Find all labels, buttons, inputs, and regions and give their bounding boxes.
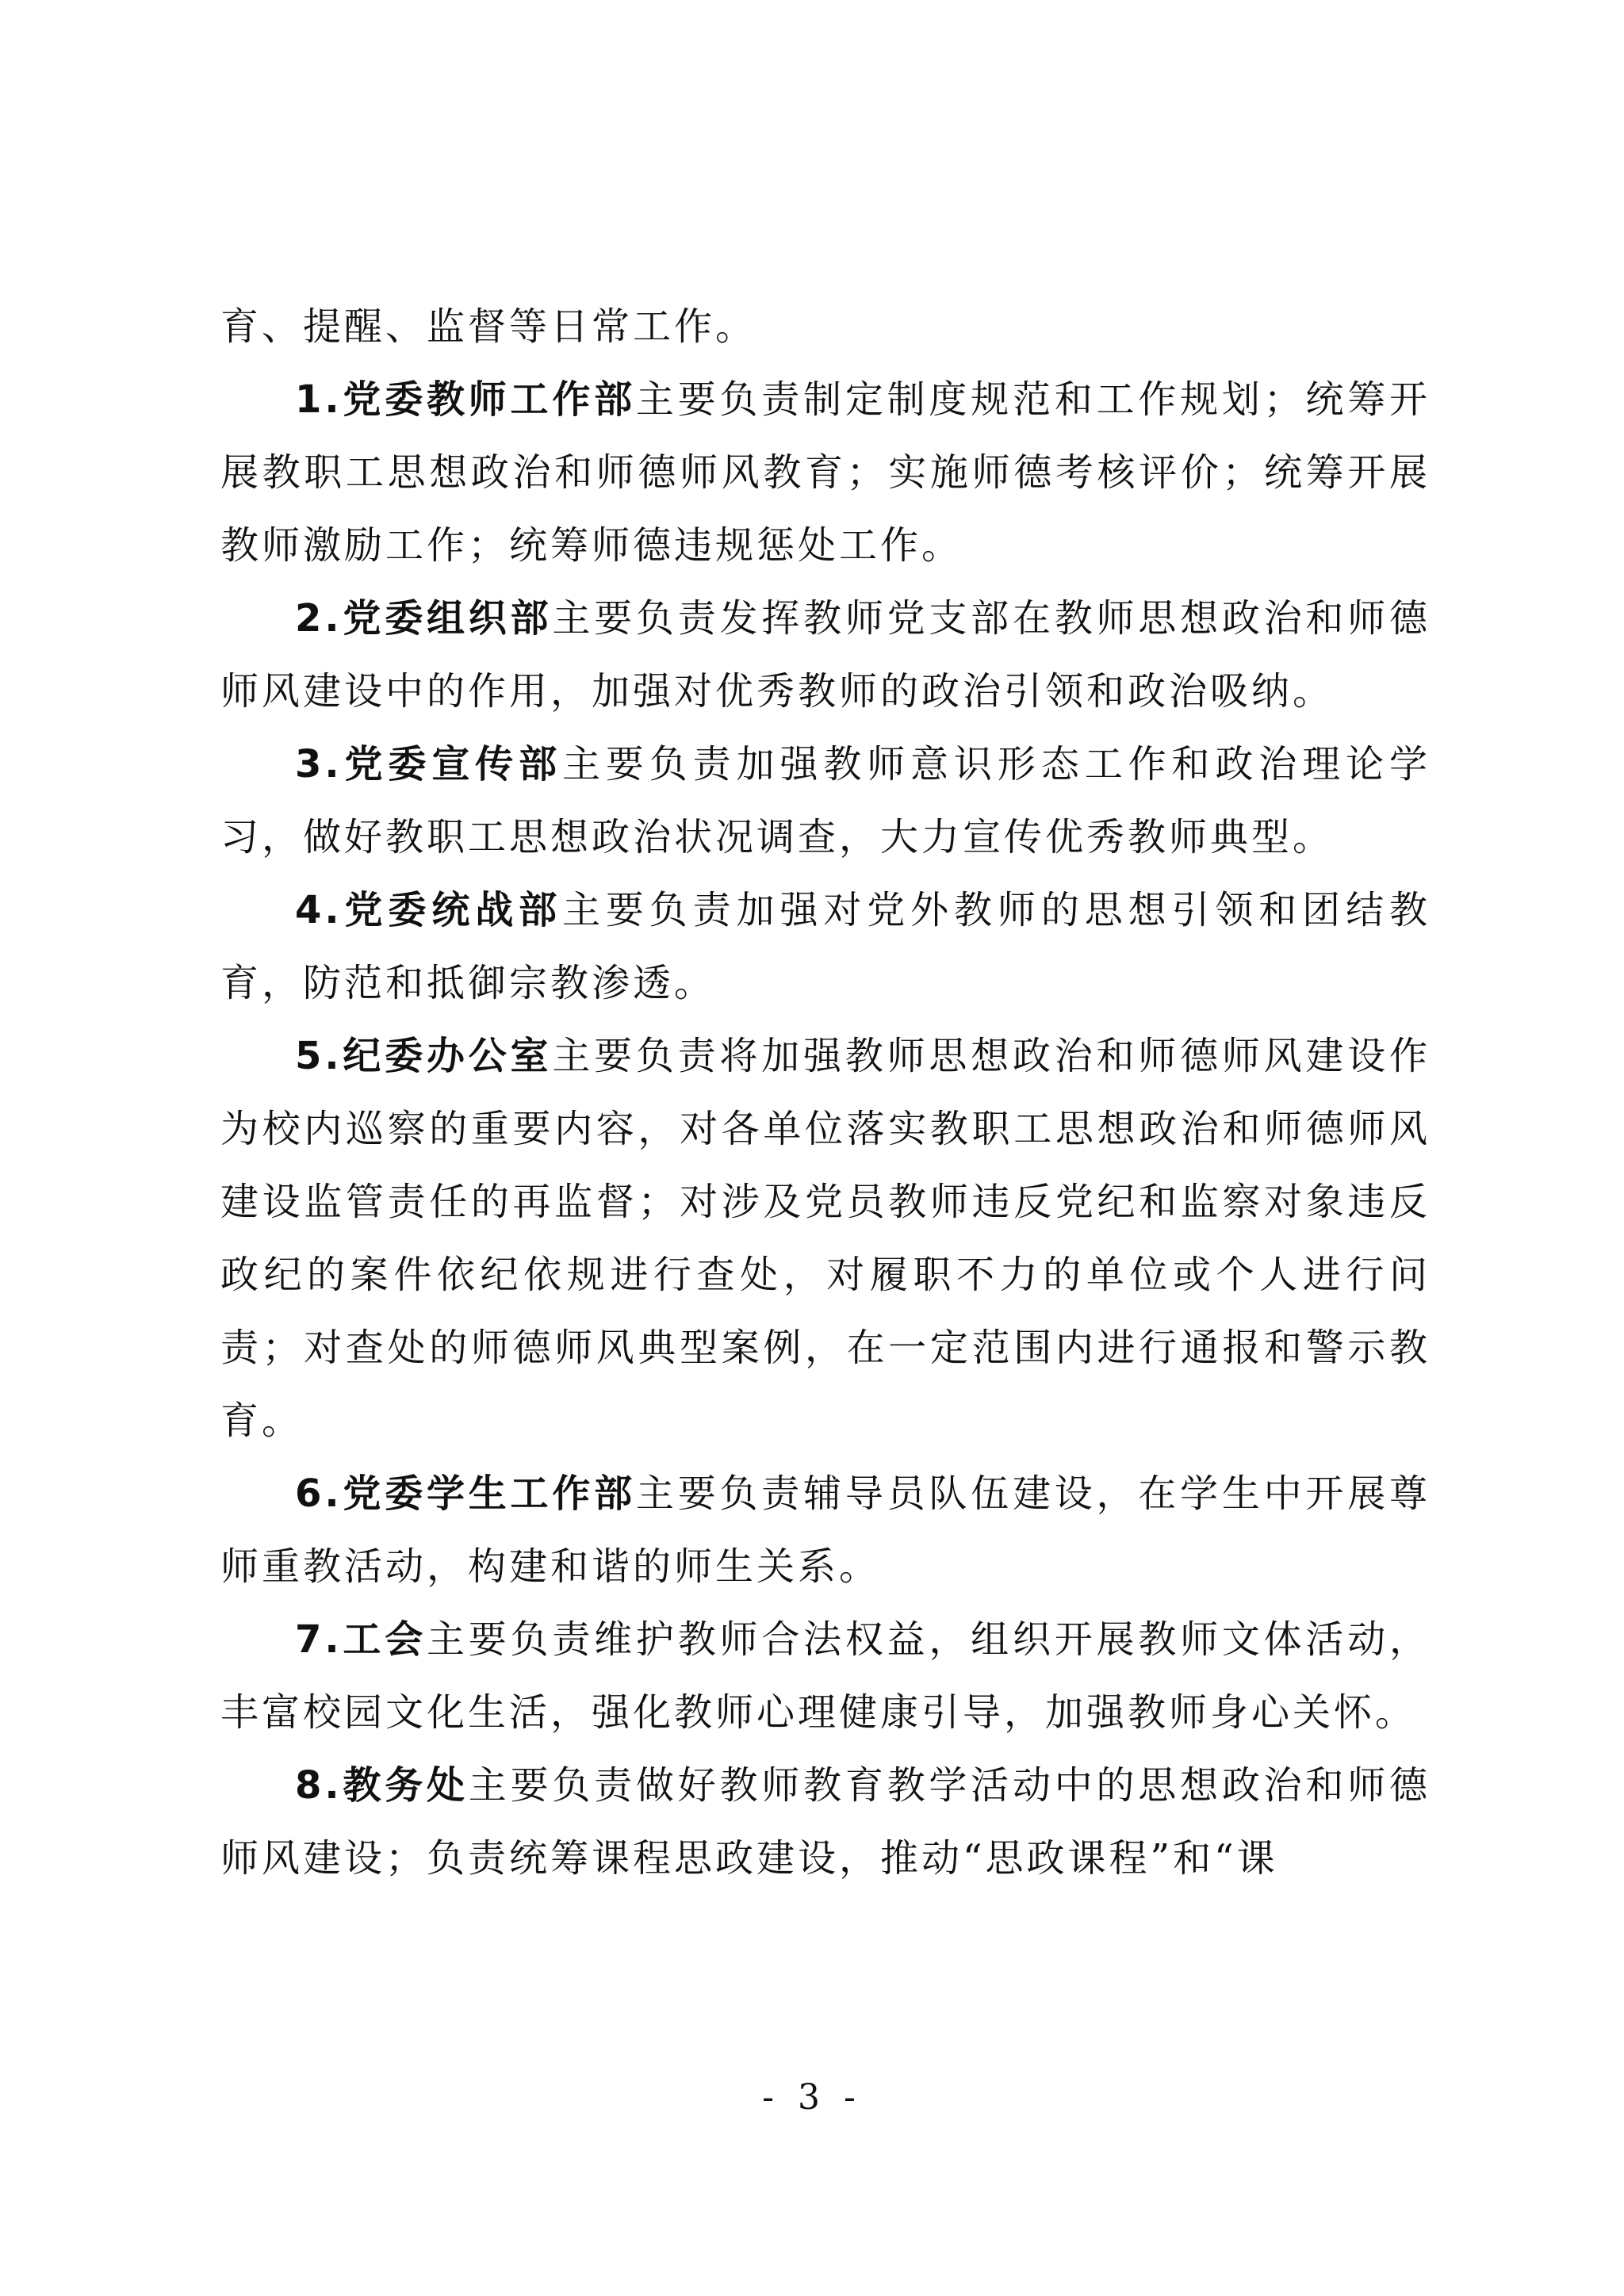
item-number: 4. xyxy=(295,888,343,932)
item-text: 主要负责制定制度规范和工作规划；统筹开展教职工思想政治和师德师风教育；实施师德考核评价；统筹开展教师激励工作；统筹师德违规惩处工作。 xyxy=(220,377,1431,568)
item-number: 7. xyxy=(295,1617,343,1662)
list-item xyxy=(220,1749,1431,1895)
department-name: 党委统战部 xyxy=(342,888,562,932)
department-name: 工会 xyxy=(342,1617,427,1662)
item-text: 主要负责将加强教师思想政治和师德师风建设作为校内巡察的重要内容，对各单位落实教职工思想政治和师德师风建设监管责任的再监督；对涉及党员教师违反党纪和监察对象违反政纪的案件依纪依规进行查处，对履职不力的单位或个人进行问责；对查处的师德师风典型案例，在一定范围内进行通报和警示教育。 xyxy=(220,1034,1431,1443)
item-number: 3. xyxy=(295,742,343,786)
list-item xyxy=(220,363,1431,582)
department-name: 党委组织部 xyxy=(342,596,553,641)
department-name: 党委宣传部 xyxy=(342,742,562,786)
item-number: 5. xyxy=(295,1034,343,1078)
item-text: 主要负责加强对党外教师的思想引领和团结教育，防范和抵御宗教渗透。 xyxy=(220,888,1431,1005)
document-body xyxy=(220,290,1431,1895)
continuation-paragraph: 育、提醒、监督等日常工作。 xyxy=(220,304,757,349)
item-number: 6. xyxy=(295,1471,343,1516)
item-number: 2. xyxy=(295,596,343,641)
item-number: 8. xyxy=(295,1763,343,1808)
department-name: 党委教师工作部 xyxy=(342,377,636,422)
department-name: 教务处 xyxy=(342,1763,469,1808)
list-item xyxy=(220,1603,1431,1749)
list-item xyxy=(220,1457,1431,1603)
page-number: - 3 - xyxy=(762,2077,862,2118)
list-item xyxy=(220,1020,1431,1457)
list-item xyxy=(220,728,1431,874)
item-text: 主要负责发挥教师党支部在教师思想政治和师德师风建设中的作用，加强对优秀教师的政治引领和政治吸纳。 xyxy=(220,596,1431,714)
item-number: 1. xyxy=(295,377,343,422)
item-text: 主要负责加强教师意识形态工作和政治理论学习，做好教职工思想政治状况调查，大力宣传优秀教师典型。 xyxy=(220,742,1431,859)
list-item xyxy=(220,874,1431,1020)
department-name: 纪委办公室 xyxy=(342,1034,553,1078)
list-item xyxy=(220,582,1431,728)
item-text: 主要负责做好教师教育教学活动中的思想政治和师德师风建设；负责统筹课程思政建设，推动“思政课程”和“课 xyxy=(220,1763,1431,1881)
department-name: 党委学生工作部 xyxy=(342,1471,636,1516)
item-text: 主要负责辅导员队伍建设，在学生中开展尊师重教活动，构建和谐的师生关系。 xyxy=(220,1471,1431,1589)
item-text: 主要负责维护教师合法权益，组织开展教师文体活动，丰富校园文化生活，强化教师心理健康引导，加强教师身心关怀。 xyxy=(220,1617,1431,1735)
